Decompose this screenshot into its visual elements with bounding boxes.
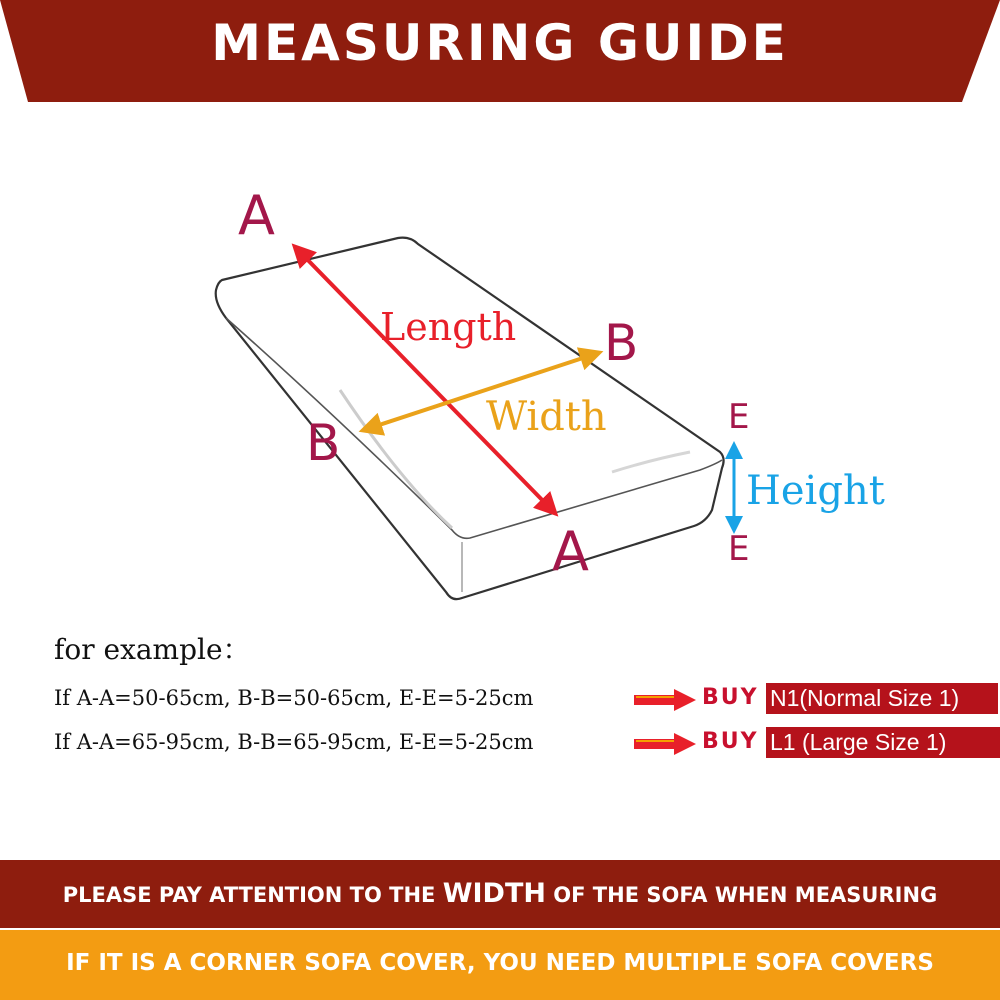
notice-corner-sofa	[0, 930, 1000, 1000]
page-title: MEASURING GUIDE	[211, 14, 789, 72]
size-badge-n1: N1(Normal Size 1)	[766, 683, 998, 714]
arrow-right-icon	[634, 689, 696, 711]
size-badge-l1: L1 (Large Size 1)	[766, 727, 1000, 758]
header-banner	[0, 0, 1000, 102]
notice-width-after: OF THE SOFA WHEN MEASURING	[545, 883, 938, 907]
example-row-2	[54, 727, 1000, 761]
buy-label: BUY	[702, 685, 759, 710]
label-a-top: A	[238, 184, 275, 247]
notice-width-text	[0, 878, 1000, 909]
label-e-bottom: E	[728, 529, 750, 569]
buy-label: BUY	[702, 729, 759, 754]
example-row-condition: If A-A=50-65cm, B-B=50-65cm, E-E=5-25cm	[54, 686, 534, 710]
notice-width-emphasis: WIDTH	[442, 878, 546, 909]
notice-corner-text: IF IT IS A CORNER SOFA COVER, YOU NEED MULTIPLE SOFA COVERS	[66, 950, 934, 976]
example-row-1	[54, 683, 1000, 717]
label-a-bottom: A	[552, 520, 589, 583]
label-width: Width	[486, 394, 607, 440]
label-e-top: E	[728, 397, 750, 437]
arrow-right-icon	[634, 733, 696, 755]
cushion-illustration	[0, 110, 1000, 630]
example-heading: for example：	[54, 633, 251, 666]
example-row-condition: If A-A=65-95cm, B-B=65-95cm, E-E=5-25cm	[54, 730, 534, 754]
notice-width-attention	[0, 860, 1000, 928]
cushion-outline	[216, 238, 724, 600]
notice-width-before: PLEASE PAY ATTENTION TO THE	[62, 883, 443, 907]
label-b-right: B	[604, 314, 639, 372]
label-height: Height	[746, 468, 885, 514]
label-b-left: B	[306, 414, 341, 472]
label-length: Length	[380, 305, 517, 349]
cushion-diagram	[0, 110, 1000, 630]
